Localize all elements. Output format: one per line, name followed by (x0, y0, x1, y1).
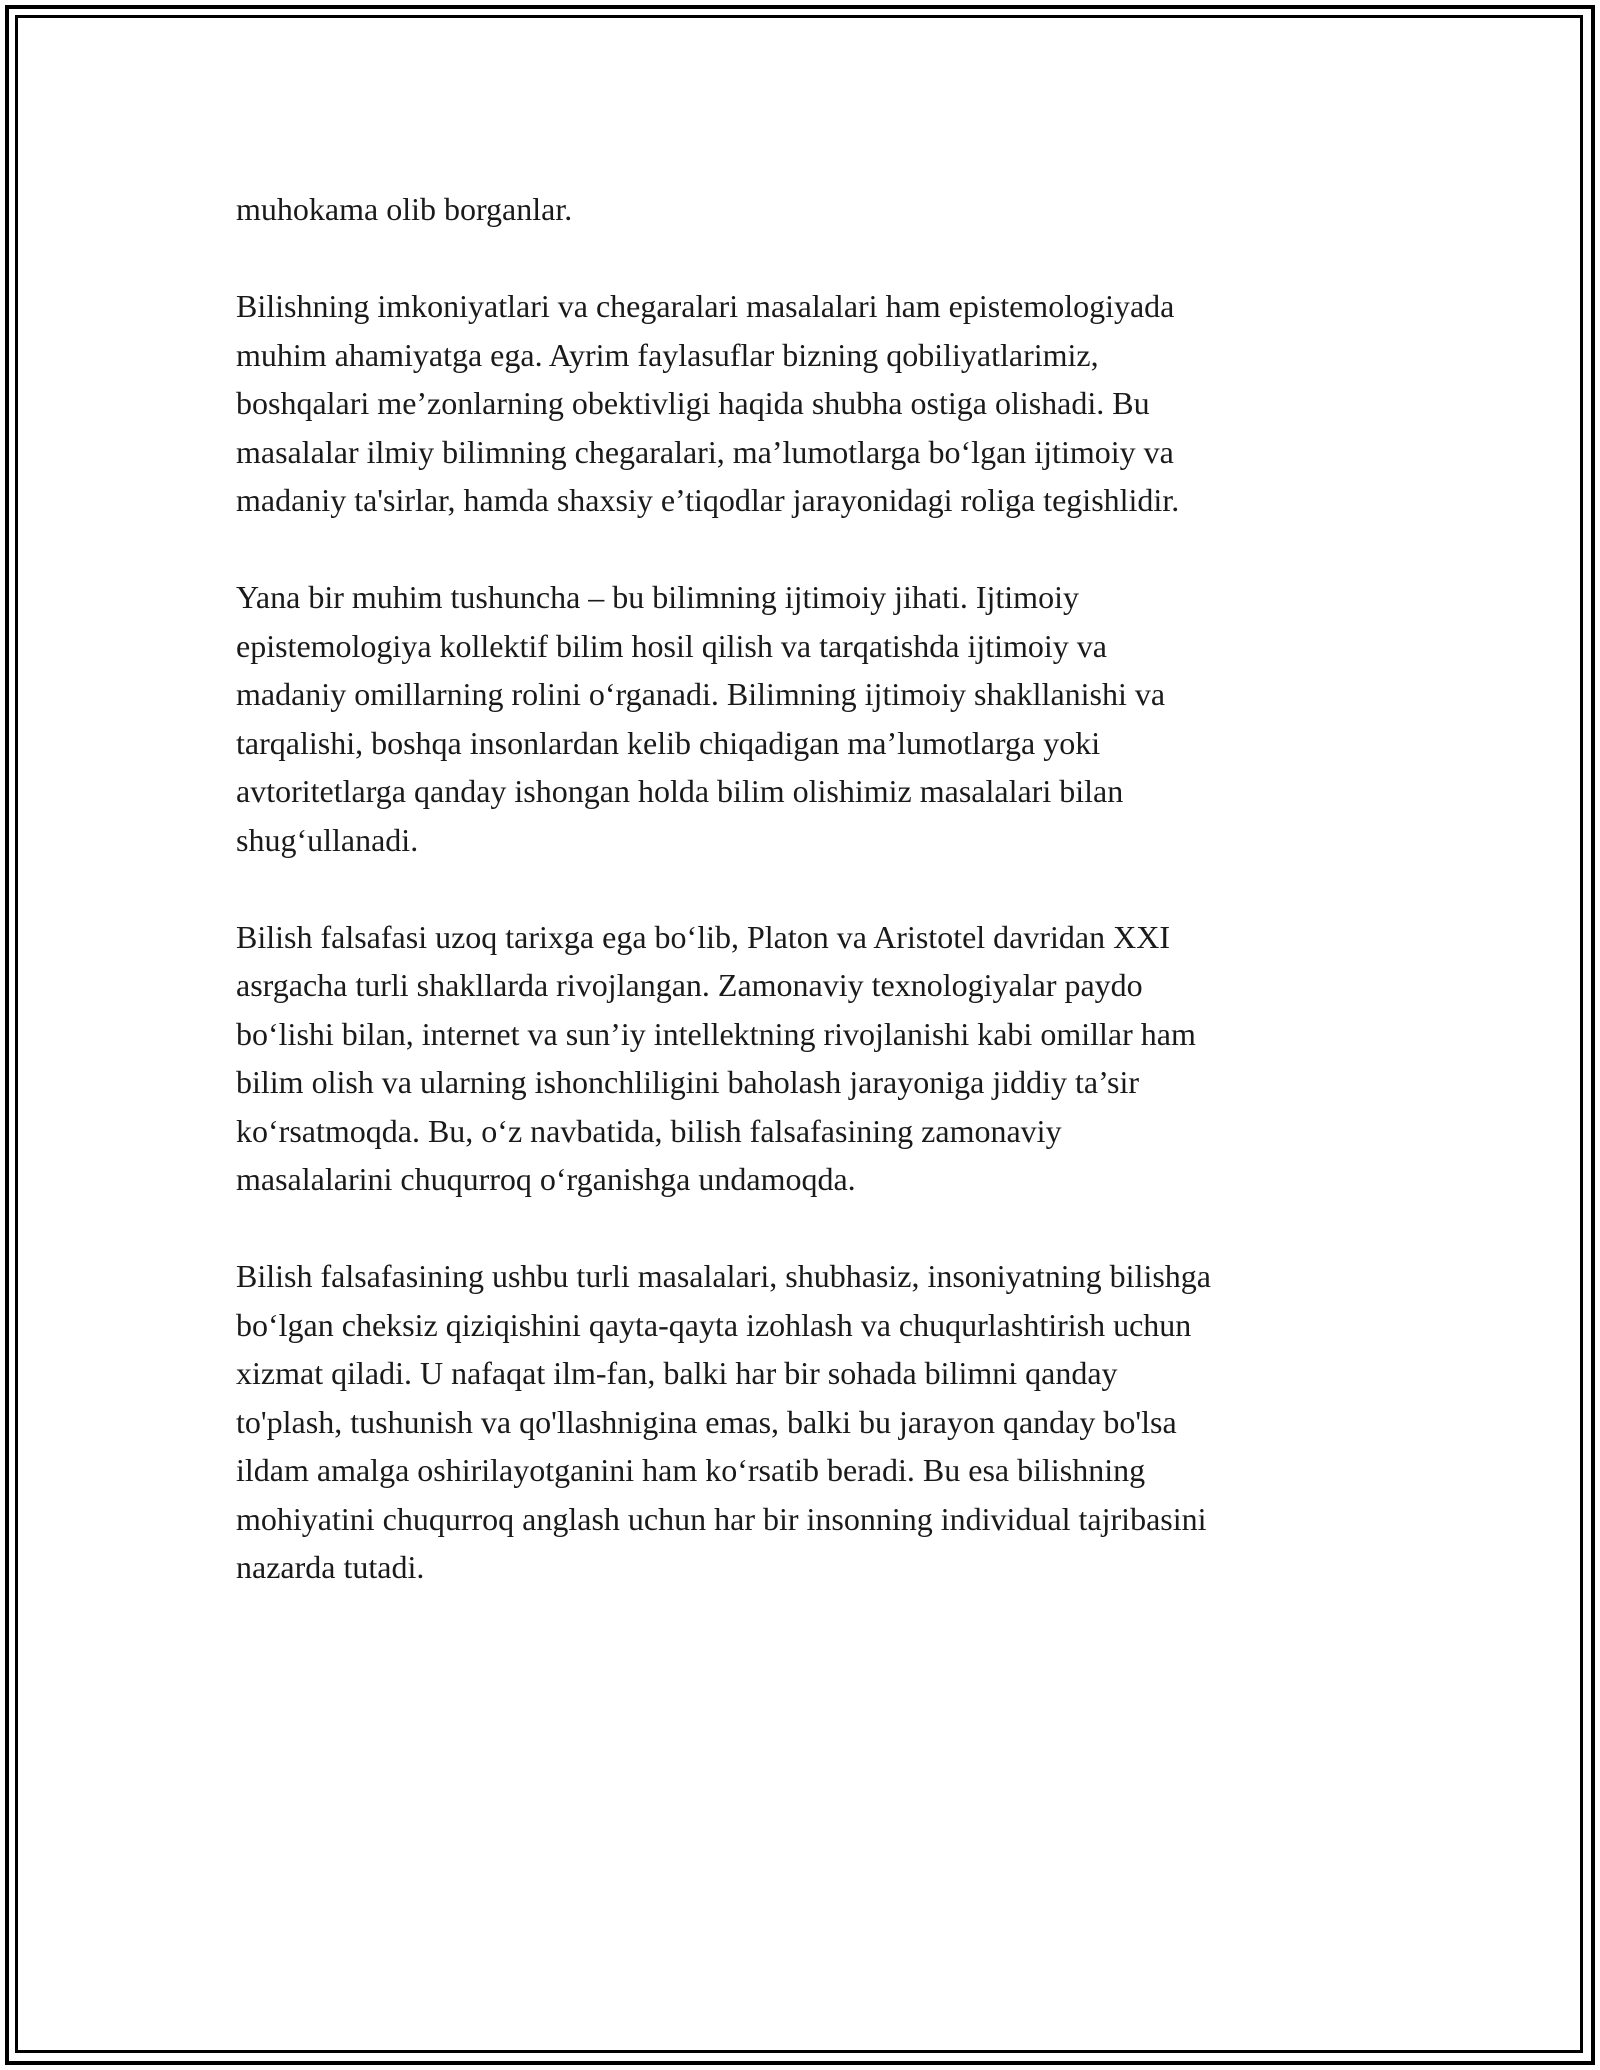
paragraph-2: Bilishning imkoniyatlari va chegaralari masalalari ham epistemologiyada muhim ahamiyatga ega. Ayrim faylasuflar bizning qobiliyatlarimiz, boshqalari me’zonlarning obektivligi haqida shubha ostiga olishadi. Bu masalalar ilmiy bilimning chegaralari, ma’lumotlarga bo‘lgan ijtimoiy va madaniy ta'sirlar, hamda shaxsiy e’tiqodlar jarayonidagi roliga tegishlidir. (236, 288, 1180, 518)
document-body (236, 185, 1376, 1640)
paragraph-3: Yana bir muhim tushuncha – bu bilimning ijtimoiy jihati. Ijtimoiy epistemologiya kollektif bilim hosil qilish va tarqatishda ijtimoiy va madaniy omillarning rolini o‘rganadi. Bilimning ijtimoiy shakllanishi va tarqalishi, boshqa insonlardan kelib chiqadigan ma’lumotlarga yoki avtoritetlarga qanday ishongan holda bilim olishimiz masalalari bilan shug‘ullanadi. (236, 579, 1166, 858)
paragraph-5: Bilish falsafasining ushbu turli masalalari, shubhasiz, insoniyatning bilishga bo‘lgan cheksiz qiziqishini qayta-qayta izohlash va chuqurlashtirish uchun xizmat qiladi. U nafaqat ilm-fan, balki har bir sohada bilimni qanday to'plash, tushunish va qo'llashnigina emas, balki bu jarayon qanday bo'lsa ildam amalga oshirilayotganini ham ko‘rsatib beradi. Bu esa bilishning mohiyatini chuqurroq anglash uchun har bir insonning individual tajribasini nazarda tutadi. (236, 1258, 1211, 1585)
paragraph-4: Bilish falsafasi uzoq tarixga ega bo‘lib, Platon va Aristotel davridan XXI asrgacha turli shakllarda rivojlangan. Zamonaviy texnologiyalar paydo bo‘lishi bilan, internet va sun’iy intellektning rivojlanishi kabi omillar ham bilim olish va ularning ishonchliligini baholash jarayoniga jiddiy ta’sir ko‘rsatmoqda. Bu, o‘z navbatida, bilish falsafasining zamonaviy masalalarini chuqurroq o‘rganishga undamoqda. (236, 918, 1196, 1197)
paragraph-1: muhokama olib borganlar. (236, 191, 573, 227)
